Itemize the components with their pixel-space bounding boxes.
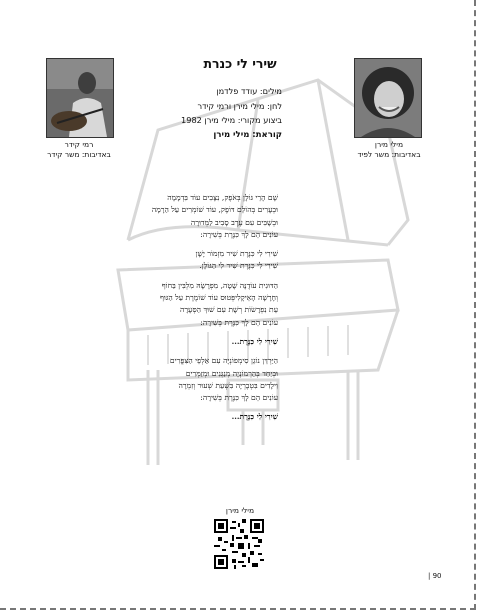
song-credits xyxy=(150,84,282,142)
left-photo-caption xyxy=(34,140,124,160)
credit-original: ביצוע מקורי: מילי מירן 1982 xyxy=(181,115,282,125)
lyric-line: וְחָרָשָׁה הָאֵיקָלִיפְּטוּס עוֹד שׁוֹמֶרֶת עַל הַגּוּף xyxy=(159,293,278,303)
lyric-line: שִׁירִי לִי כִּנֶּרֶת שִׁיר מִזְמוֹר יָשָׁן xyxy=(195,249,278,259)
lyric-line: עוֹנִים הֵם לָךְ כִּנֶּרֶת בְּשִׁירָה: xyxy=(200,317,278,327)
right-photo-credit: באדיבות: משר לפיד xyxy=(357,150,421,159)
right-photo-name: מילי מירן xyxy=(374,140,404,149)
lyric-line: וּבְעָרִים בְּהוֹלֵם דּוֹפֶק, עוֹד שׁוֹמְרִים עַל הַרָמָה xyxy=(151,205,278,215)
lyric-line: הַיַּרְדֵּן נוֹגֵן סִימְפוֹנְיָה עִם אַלְפֵי הַצִּפֳּרִים xyxy=(169,356,278,366)
lyric-line: שָׁם הָרֵי גּוֹלָן בְּאֹפֶק, נִצָּבִים עוֹד בִּדְמָמָה xyxy=(167,193,278,202)
stanza-3 xyxy=(120,355,278,404)
refrain xyxy=(120,248,278,273)
refrain-short-2: שִׁירִי לִי כִּנֶּרֶת... xyxy=(231,412,278,422)
photo-rami-kedar xyxy=(46,58,114,138)
left-photo-credit: באדיבות: משר קידר xyxy=(47,150,111,159)
stanza-2 xyxy=(120,280,278,329)
qr-code[interactable] xyxy=(214,519,264,569)
page-number: | 90 xyxy=(428,572,442,580)
qr-label: מילי מירן xyxy=(225,506,255,515)
credit-melody: לחן: מילי מירן ורמי קידר xyxy=(197,100,282,111)
photo-mili-miran xyxy=(354,58,422,138)
lyric-line: וּבְיַחַד בְּהַרְמוֹנְיָה מְנַגְּנִים וּמְזַמְּרִים xyxy=(185,368,278,378)
lyric-line: עֵת נִפְרָשׂוֹת רְשָׁת עִם שׁוּךְ הַסְּעָרָה xyxy=(179,305,278,315)
song-title: שירי לי כנרת xyxy=(203,56,277,71)
lyric-line: שִׁירִי לִי כִּנֶּרֶת שִׁיר לִי הַגּוֹלָן. xyxy=(199,261,278,271)
credit-words: מילים: עודד פלדמן xyxy=(216,86,282,96)
refrain-short-1: שִׁירִי לִי כִּנֶּרֶת... xyxy=(231,336,278,346)
lyric-line: הַדּוּגִית עוֹדֶנָּה שָׁטָה, מִפְרָשָׂהּ מִלְבִּין בַּחוֹף xyxy=(161,280,278,290)
lyric-line: עוֹנִים הֵם לָךְ כִּנֶּרֶת בְּשִׁירָה: xyxy=(200,229,278,239)
lyrics xyxy=(120,192,278,431)
lyric-line: עוֹנִים הֵם לָךְ כִּנֶּרֶת בְּשִׁירָה: xyxy=(200,393,278,403)
right-photo-caption xyxy=(344,140,434,160)
left-photo-name: רמי קידר xyxy=(64,140,94,149)
lyric-line: וּבְשָׁבִּים עִם עֶרֶב סָבִיב לַמְּדוּרָה xyxy=(190,217,278,227)
stanza-1 xyxy=(120,192,278,241)
credit-reader: קוראת: מילי מירן xyxy=(213,129,282,140)
lyric-line: וִילָדִים בִּטְבֶרְיָה בִּשְׁעַת שְׁעוּר וְזִמְרָה xyxy=(178,380,278,390)
